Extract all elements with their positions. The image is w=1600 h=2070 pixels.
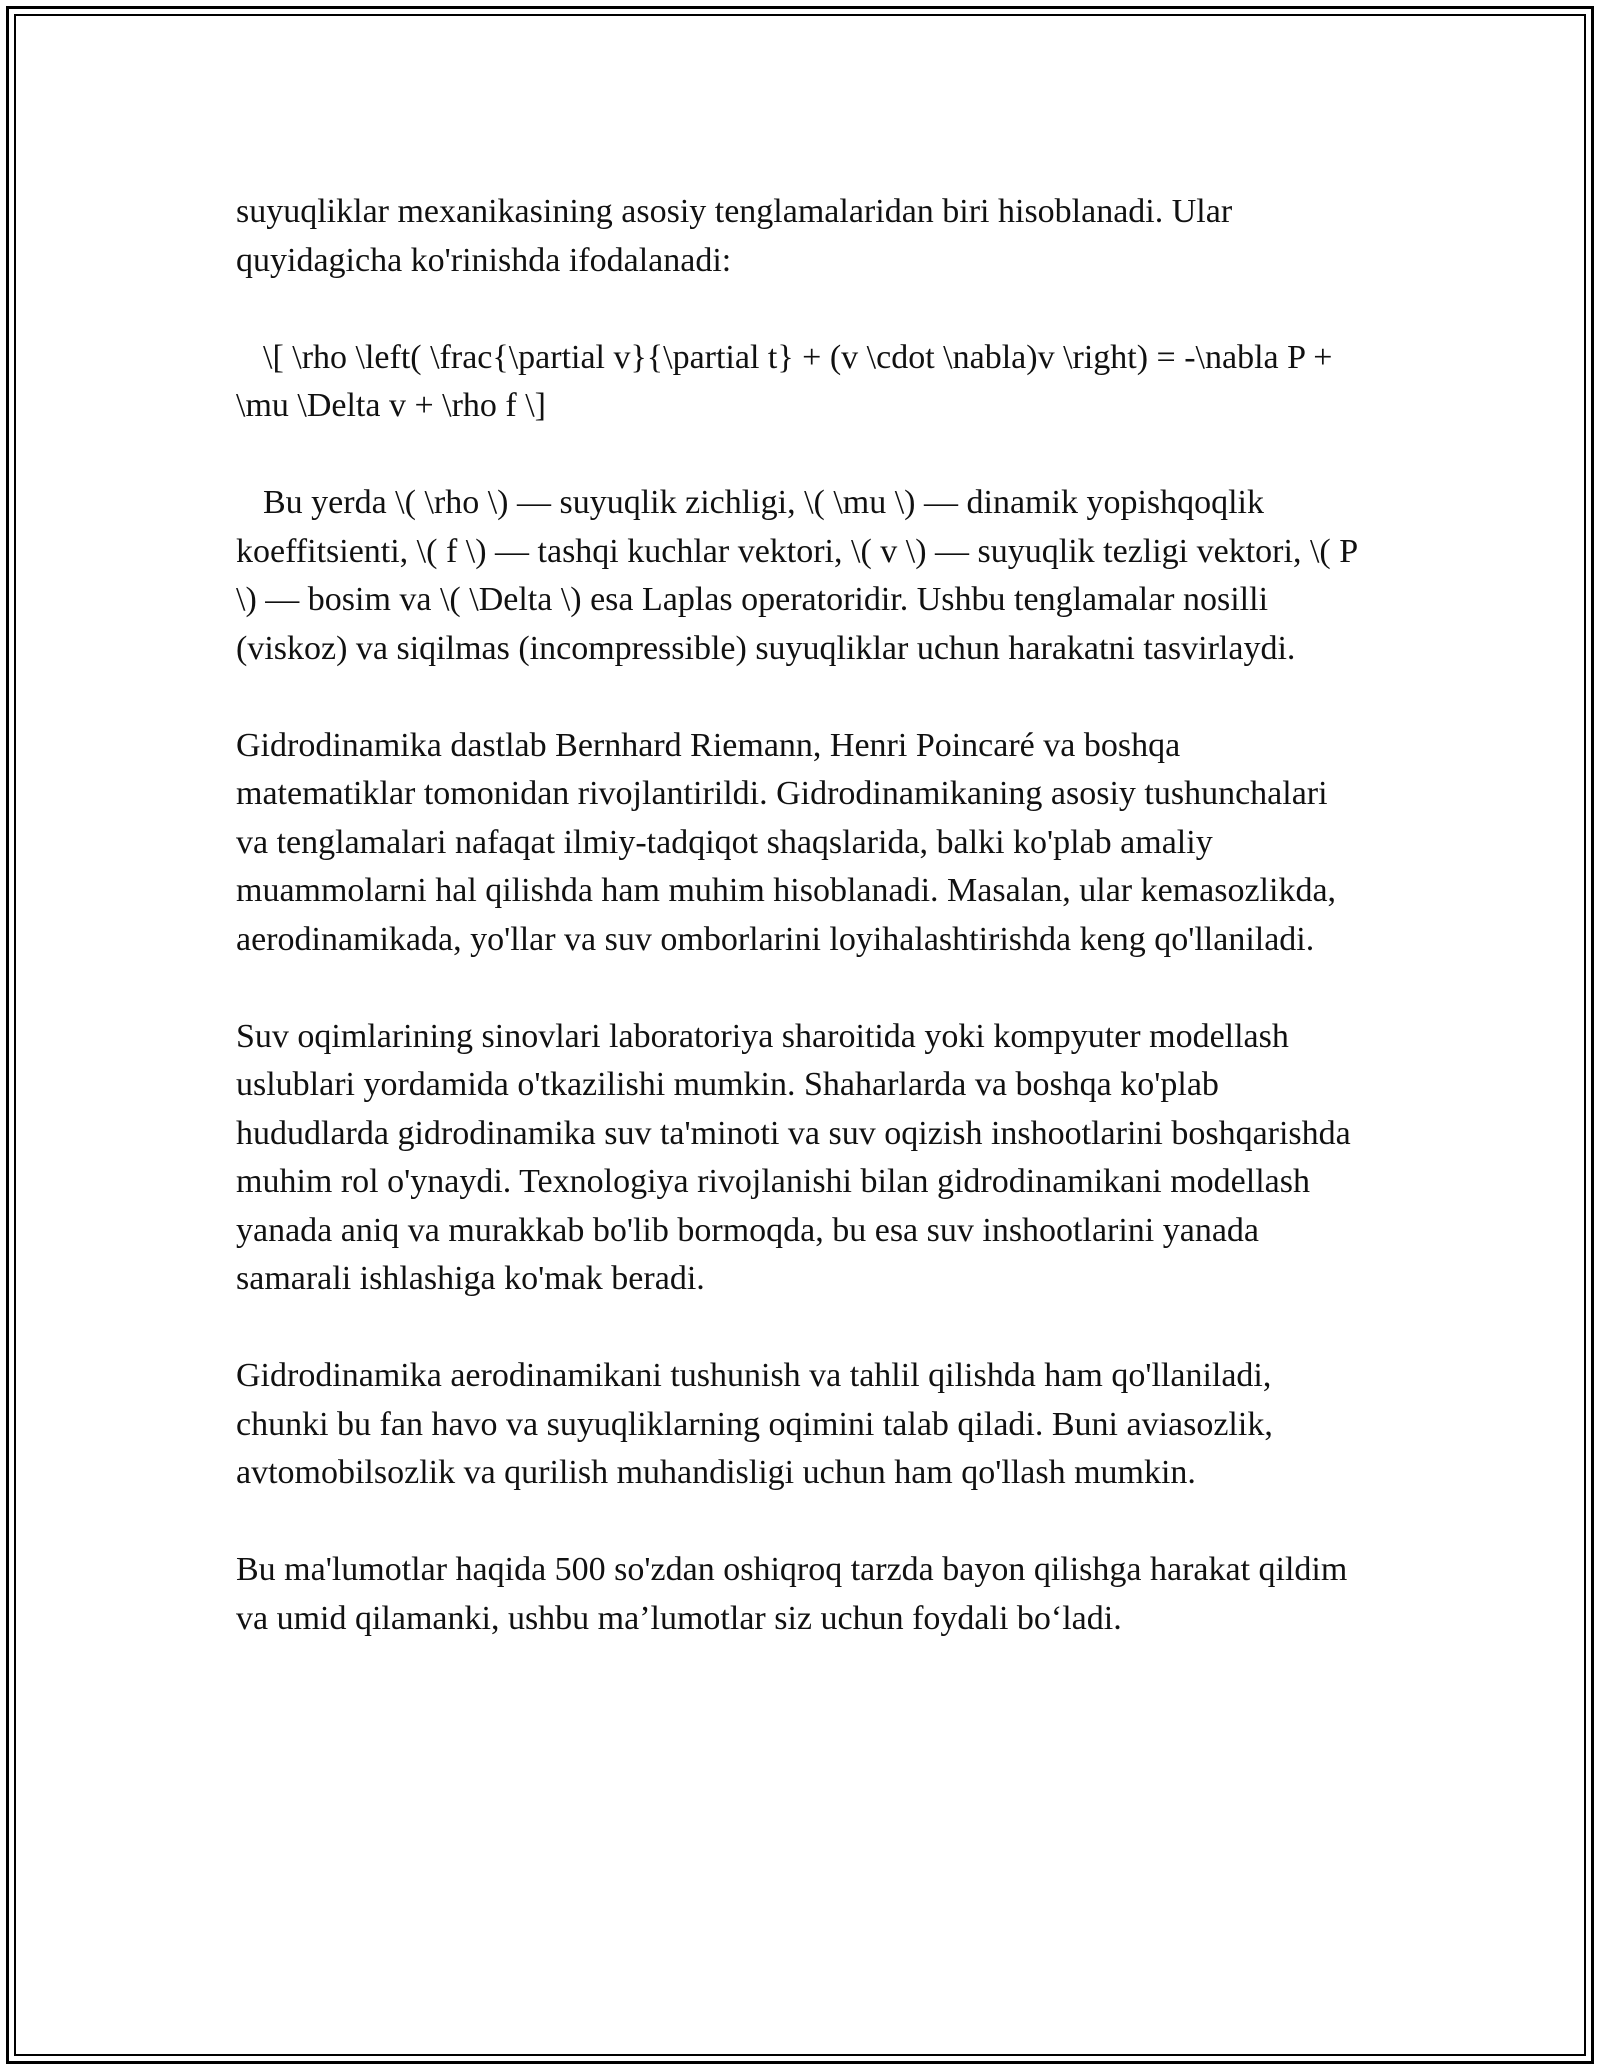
paragraph-aerodynamics: Gidrodinamika aerodinamikani tushunish va tahlil qilishda ham qo'llaniladi, chunki bu fan havo va suyuqliklarning oqimini talab qiladi. Buni aviasozlik, avtomobilsozlik va qurilish muhandisligi uchun ham qo'llash mumkin. xyxy=(236,1357,1273,1491)
paragraph-conclusion: Bu ma'lumotlar haqida 500 so'zdan oshiqroq tarzda bayon qilishga harakat qildim va umid qilamanki, ushbu ma’lumotlar siz uchun foydali bo‘ladi. xyxy=(236,1551,1348,1637)
paragraph-variable-definitions: Bu yerda \( \rho \) — suyuqlik zichligi, \( \mu \) — dinamik yopishqoqlik koeffitsienti, \( f \) — tashqi kuchlar vektori, \( v \) — suyuqlik tezligi vektori, \( P \) — bosim va \( \Delta \) esa Laplas operatoridir. Ushbu tenglamalar nosilli (viskoz) va siqilmas (incompressible) suyuqliklar uchun harakatni tasvirlaydi. xyxy=(236,484,1357,667)
equation-navier-stokes: \[ \rho \left( \frac{\partial v}{\partial t} + (v \cdot \nabla)v \right) = -\nabla P + \mu \Delta v + \rho f \] xyxy=(236,338,1333,424)
paragraph-history: Gidrodinamika dastlab Bernhard Riemann, Henri Poincaré va boshqa matematiklar tomonidan rivojlantirildi. Gidrodinamikaning asosiy tushunchalari va tenglamalari nafaqat ilmiy-tadqiqot shaqslarida, balki ko'plab amaliy muammolarni hal qilishda ham muhim hisoblanadi. Masalan, ular kemasozlikda, aerodinamikada, yo'llar va suv omborlarini loyihalashtirishda keng qo'llaniladi. xyxy=(236,726,1337,958)
paragraph-intro: suyuqliklar mexanikasining asosiy tenglamalaridan biri hisoblanadi. Ular quyidagicha ko'rinishda ifodalanadi: xyxy=(236,193,1233,279)
paragraph-water-flow-testing: Suv oqimlarining sinovlari laboratoriya sharoitida yoki kompyuter modellash uslublari yordamida o'tkazilishi mumkin. Shaharlarda va boshqa ko'plab hududlarda gidrodinamika suv ta'minoti va suv oqizish inshootlarini boshqarishda muhim rol o'ynaydi. Texnologiya rivojlanishi bilan gidrodinamikani modellash yanada aniq va murakkab bo'lib bormoqda, bu esa suv inshootlarini yanada samarali ishlashiga ko'mak beradi. xyxy=(236,1017,1351,1297)
document-body xyxy=(236,188,1368,1692)
